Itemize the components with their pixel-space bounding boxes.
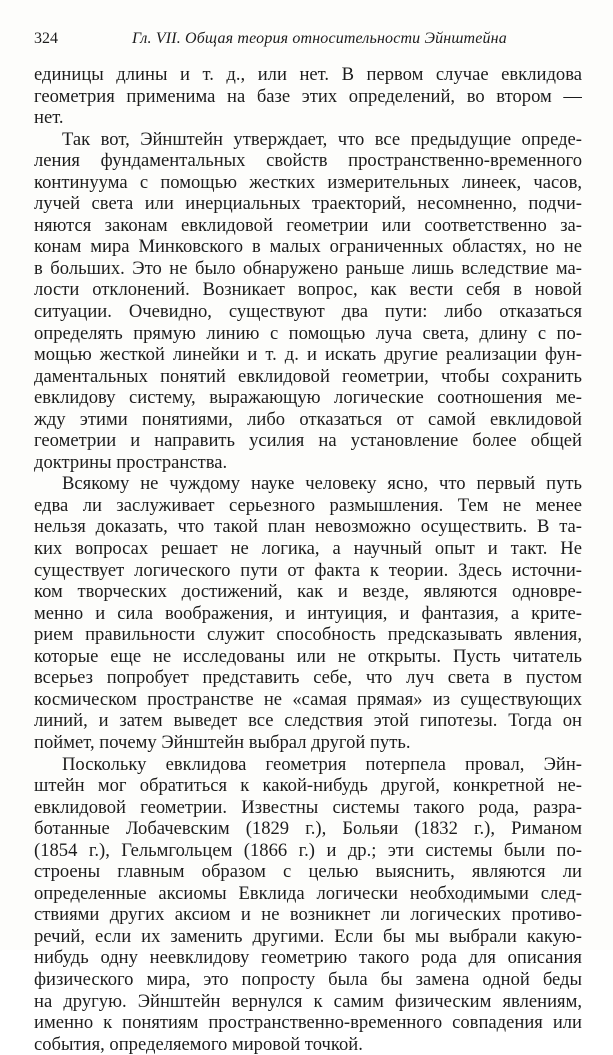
- text-line: ком творческих достижений, как и везде, являются одновре-: [34, 581, 582, 603]
- text-line: которые еще не исследованы или не открыты. Пусть читатель: [34, 646, 582, 668]
- paragraph: [34, 129, 582, 474]
- text-line: в больших. Это не было обнаружено раньше лишь вследствие ма-: [34, 258, 582, 280]
- paragraph: [34, 64, 582, 129]
- page-number: 324: [34, 27, 58, 51]
- text-line: рием правильности служит способность предсказывать явления,: [34, 624, 582, 646]
- text-line: нельзя доказать, что такой план невозможно осуществить. В та-: [34, 516, 582, 538]
- text-line: евклидову систему, выражающую логические соотношения ме-: [34, 387, 582, 409]
- text-line: нет.: [34, 107, 582, 129]
- text-line: континуума с помощью жестких измерительных линеек, часов,: [34, 172, 582, 194]
- text-line: лости отклонений. Возникает вопрос, как вести себя в новой: [34, 279, 582, 301]
- text-line: на другую. Эйнштейн вернулся к самим физическим явлениям,: [34, 991, 582, 1013]
- text-line: определять прямую линию с помощью луча света, длину с по-: [34, 323, 582, 345]
- text-line: ствиями других аксиом и не возникнет ли логических противо-: [34, 904, 582, 926]
- text-line: Всякому не чуждому науке человеку ясно, что первый путь: [34, 473, 582, 495]
- text-line: (1854 г.), Гельмгольцем (1866 г.) и др.; эти системы были по-: [34, 840, 582, 862]
- text-line: линий, и затем выведет все следствия этой гипотезы. Тогда он: [34, 710, 582, 732]
- body-text: [34, 64, 582, 1055]
- text-line: лучей света или инерциальных траекторий, несомненно, подчи-: [34, 193, 582, 215]
- text-line: космическом пространстве не «самая прямая» из существующих: [34, 689, 582, 711]
- paragraph: [34, 473, 582, 753]
- text-line: существует логического пути от факта к теории. Здесь источни-: [34, 560, 582, 582]
- text-line: всерьез попробует представить себе, что луч света в пустом: [34, 667, 582, 689]
- text-line: строены главным образом с целью выяснить, являются ли: [34, 861, 582, 883]
- text-line: штейн мог обратиться к какой-нибудь другой, конкретной не-: [34, 775, 582, 797]
- page-header: [34, 27, 582, 51]
- paragraph: [34, 754, 582, 1055]
- text-line: Поскольку евклидова геометрия потерпела провал, Эйн-: [34, 754, 582, 776]
- text-line: доктрины пространства.: [34, 452, 582, 474]
- text-line: ких вопросах решает не логика, а научный опыт и такт. Не: [34, 538, 582, 560]
- text-line: геометрия применима на базе этих определений, во втором —: [34, 86, 582, 108]
- text-line: жду этими понятиями, либо отказаться от самой евклидовой: [34, 409, 582, 431]
- text-line: Так вот, Эйнштейн утверждает, что все предыдущие опреде-: [34, 129, 582, 151]
- text-line: именно к понятиям пространственно-временного совпадения или: [34, 1012, 582, 1034]
- text-line: ботанные Лобачевским (1829 г.), Больяи (1832 г.), Риманом: [34, 818, 582, 840]
- text-line: мощью жесткой линейки и т. д. и искать другие реализации фун-: [34, 344, 582, 366]
- text-line: ситуации. Очевидно, существуют два пути: либо отказаться: [34, 301, 582, 323]
- text-line: события, определяемого мировой точкой.: [34, 1034, 582, 1055]
- text-line: евклидовой геометрии. Известны системы такого рода, разра-: [34, 797, 582, 819]
- text-line: няются законам евклидовой геометрии или соответственно за-: [34, 215, 582, 237]
- text-line: единицы длины и т. д., или нет. В первом случае евклидова: [34, 64, 582, 86]
- text-line: ления фундаментальных свойств пространственно-временного: [34, 150, 582, 172]
- text-line: конам мира Минковского в малых ограниченных областях, но не: [34, 236, 582, 258]
- text-line: поймет, почему Эйнштейн выбрал другой путь.: [34, 732, 582, 754]
- text-line: менно и сила воображения, и интуиция, и фантазия, а крите-: [34, 603, 582, 625]
- text-line: даментальных понятий евклидовой геометрии, чтобы сохранить: [34, 366, 582, 388]
- text-line: едва ли заслуживает серьезного размышления. Тем не менее: [34, 495, 582, 517]
- running-title: Гл. VII. Общая теория относительности Эйнштейна: [132, 27, 507, 51]
- text-line: геометрии и направить усилия на установление более общей: [34, 430, 582, 452]
- text-line: определенные аксиомы Евклида логически необходимыми след-: [34, 883, 582, 905]
- text-line: нибудь одну неевклидову геометрию такого рода для описания: [34, 947, 582, 969]
- text-line: речий, если их заменить другими. Если бы мы выбрали какую-: [34, 926, 582, 948]
- text-line: физического мира, это попросту была бы замена одной беды: [34, 969, 582, 991]
